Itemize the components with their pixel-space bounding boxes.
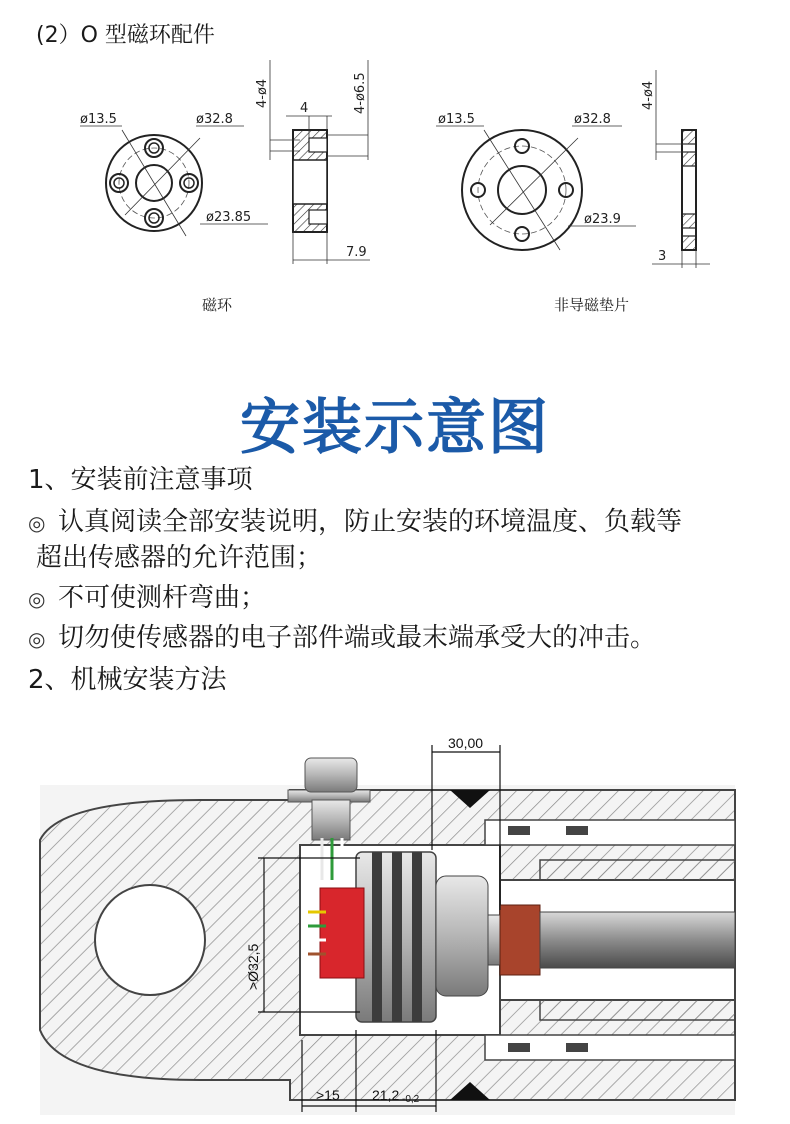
dim-left-label: >Ø32,5 — [245, 943, 261, 990]
ring-holes-right-label: 4-ø6.5 — [353, 72, 368, 114]
spacer-dia-pcd-label: ø23.9 — [584, 212, 621, 227]
section-title: (2）O 型磁环配件 — [36, 23, 215, 48]
dim-bottom-left-label: >15 — [316, 1087, 340, 1103]
ring-dia-hole-label: ø13.5 — [80, 112, 117, 127]
note-text: 不可使测杆弯曲； — [58, 583, 267, 613]
spacer-dia-outer-label: ø32.8 — [574, 112, 611, 127]
ring-holes-top-label: 4-ø4 — [255, 78, 270, 108]
note-item-1 — [28, 504, 682, 541]
spacer-dia-hole-label: ø13.5 — [438, 112, 475, 127]
note-item-3 — [28, 620, 656, 657]
note-bullet: ◎ — [28, 511, 46, 535]
ring-dia-outer-label: ø32.8 — [196, 112, 233, 127]
ring-caption: 磁环 — [202, 296, 233, 314]
note-bullet: ◎ — [28, 587, 46, 611]
note-item-1-cont: 超出传感器的允许范围； — [36, 543, 323, 573]
installation-drawing — [0, 720, 790, 1124]
spacer-thickness-label: 3 — [658, 249, 667, 264]
spacer-side-view — [641, 70, 710, 268]
spacer-caption: 非导磁垫片 — [554, 296, 630, 314]
accessory-drawings — [0, 55, 790, 325]
dim-bottom-right-label: 21,2 — [372, 1087, 400, 1103]
note-text: 认真阅读全部安装说明，防止安装的环境温度、负载等 — [58, 507, 683, 537]
note-text: 切勿使传感器的电子部件端或最末端承受大的冲击。 — [58, 623, 657, 653]
spacer-holes-label: 4-ø4 — [641, 80, 656, 110]
main-title: 安装示意图 — [240, 393, 550, 463]
magnet-ring-front-view — [80, 112, 268, 236]
ring-width-label: 4 — [300, 101, 309, 116]
method-heading: 2、机械安装方法 — [28, 665, 227, 695]
dim-bottom-tol-label: -0,2 — [402, 1094, 420, 1105]
spacer-front-view — [436, 112, 636, 250]
note-bullet: ◎ — [28, 627, 46, 651]
note-item-2 — [28, 580, 266, 617]
ring-thickness-label: 7.9 — [346, 245, 367, 260]
dim-top-label: 30,00 — [448, 735, 484, 751]
ring-dia-pcd-label: ø23.85 — [206, 210, 252, 225]
magnet-ring-side-view — [255, 60, 370, 264]
notes-heading: 1、安装前注意事项 — [28, 465, 253, 495]
